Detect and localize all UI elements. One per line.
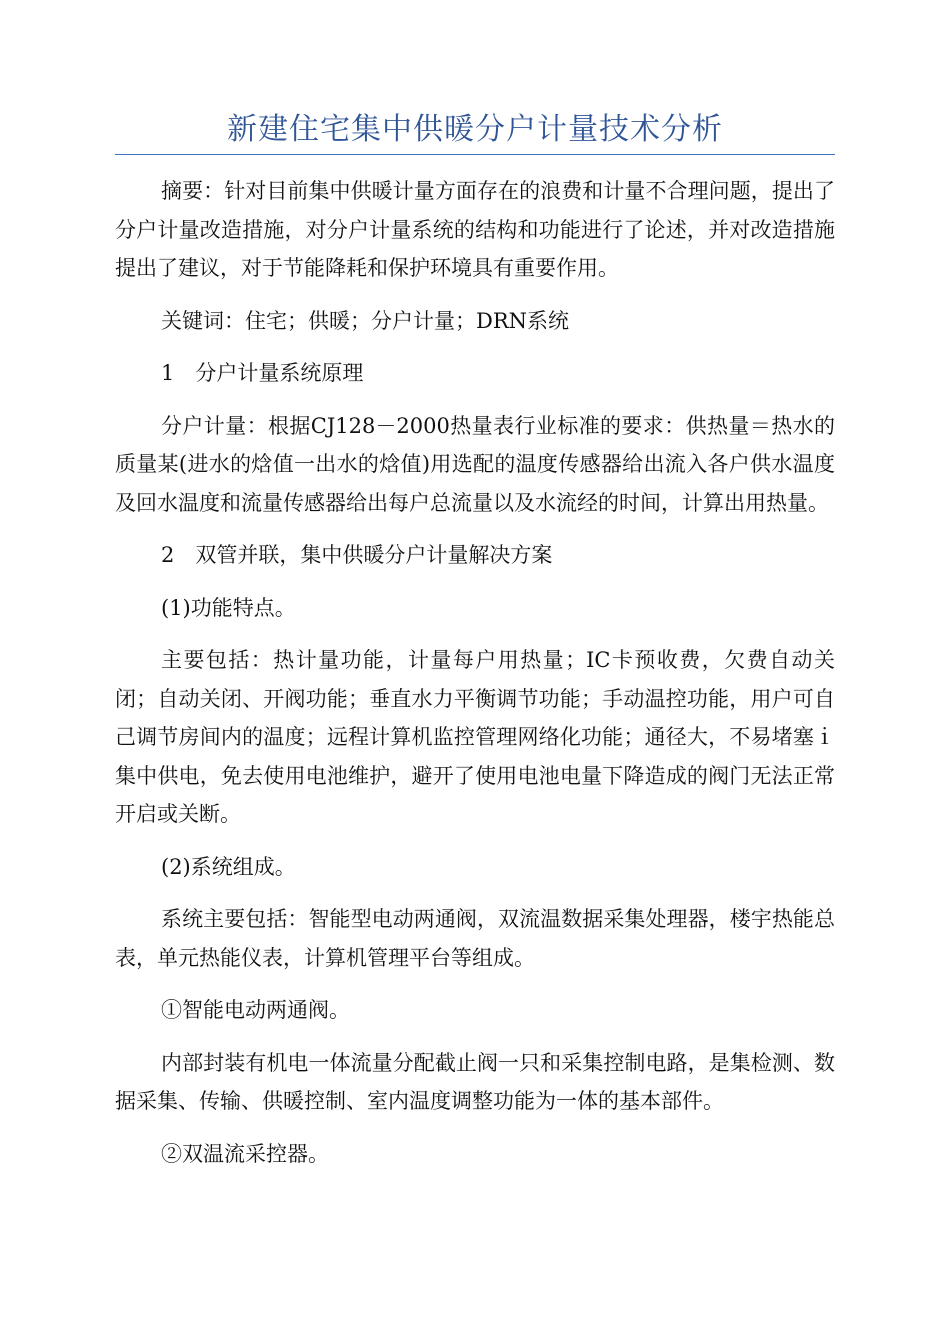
section-heading-2: 2 双管并联，集中供暖分户计量解决方案 [161,543,553,567]
subheading-features: (1)功能特点。 [161,595,296,620]
item-heading-valve: ①智能电动两通阀。 [161,998,350,1022]
subheading-composition: (2)系统组成。 [161,854,296,879]
body-paragraph: 系统主要包括：智能型电动两通阀，双流温数据采集处理器，楼宇热能总表，单元热能仪表，计算机管理平台等组成。 [115,907,835,970]
document-body [115,172,835,1187]
document-title: 新建住宅集中供暖分户计量技术分析 [227,112,723,147]
body-paragraph: 分户计量：根据CJ128－2000热量表行业标准的要求：供热量＝热水的质量某(进水的焓值一出水的焓值)用选配的温度传感器给出流入各户供水温度及回水温度和流量传感器给出每户总流量以及水流经的时间，计算出用热量。 [115,413,835,515]
body-paragraph: 主要包括：热计量功能，计量每户用热量；IC卡预收费，欠费自动关闭；自动关闭、开阀功能；垂直水力平衡调节功能；手动温控功能，用户可自己调节房间内的温度；远程计算机监控管理网络化功能；通径大，不易堵塞ｉ集中供电，免去使用电池维护，避开了使用电池电量下降造成的阀门无法正常开启或关断。 [115,648,835,826]
abstract-paragraph: 摘要：针对目前集中供暖计量方面存在的浪费和计量不合理问题，提出了分户计量改造措施，对分户计量系统的结构和功能进行了论述，并对改造措施提出了建议，对于节能降耗和保护环境具有重要作用。 [115,179,835,280]
item-heading-controller: ②双温流采控器。 [161,1141,329,1166]
body-paragraph: 内部封装有机电一体流量分配截止阀一只和采集控制电路，是集检测、数据采集、传输、供暖控制、室内温度调整功能为一体的基本部件。 [115,1050,835,1113]
title-underline [115,154,835,155]
keywords-paragraph: 关键词：住宅；供暖；分户计量；DRN系统 [161,308,570,333]
section-heading-1: 1 分户计量系统原理 [161,361,364,385]
